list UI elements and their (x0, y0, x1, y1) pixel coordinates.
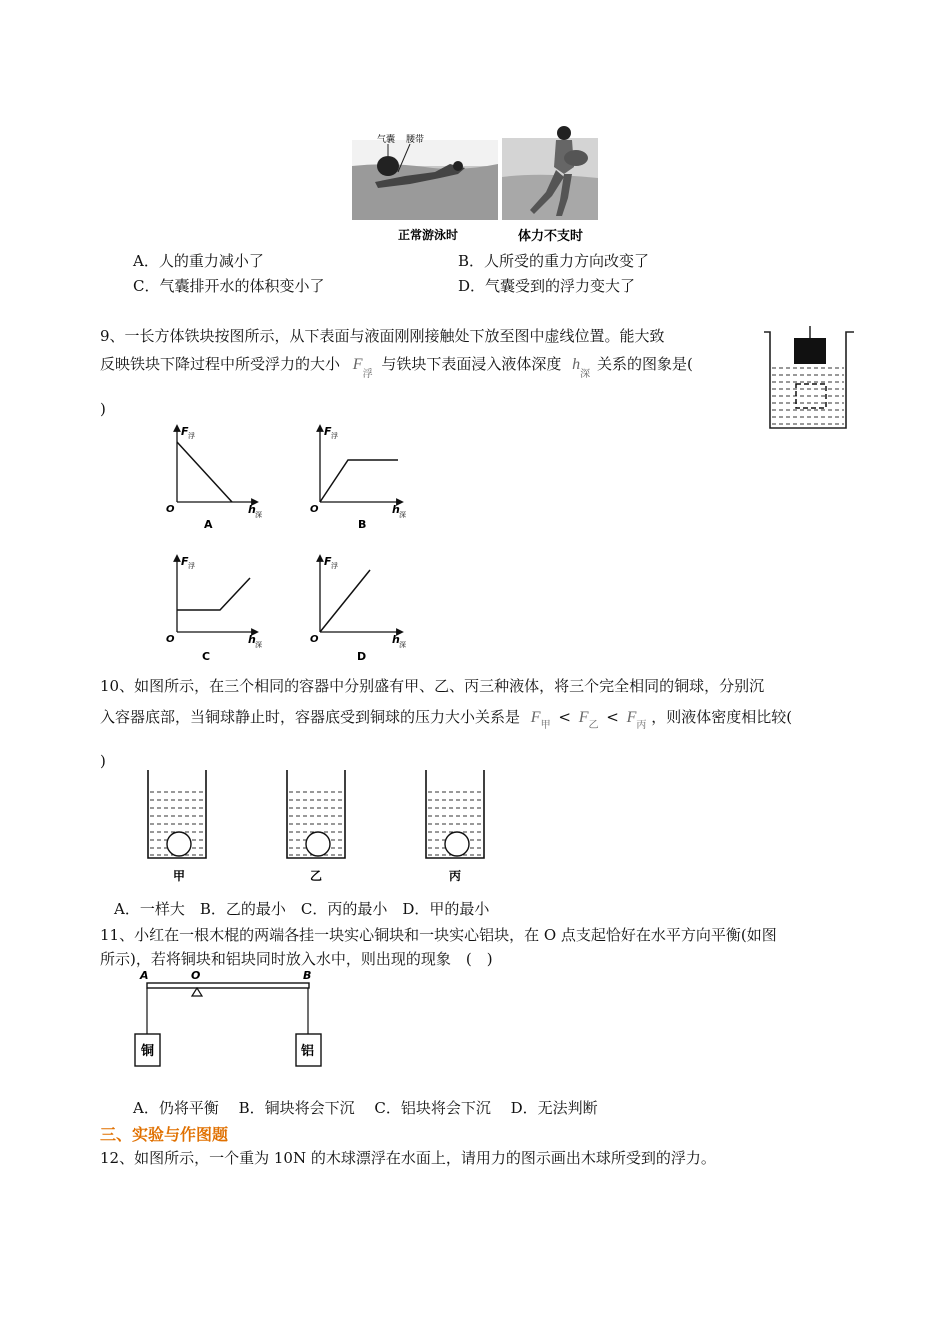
caption-exhausted: 体力不支时 (518, 229, 584, 244)
graph-c (166, 555, 262, 663)
svg-text:铝: 铝 (301, 1044, 315, 1059)
q12-line1: 12、如图所示，一个重为 10N 的木球漂浮在水面上，请用力的图示画出木球所受到的浮力。 (100, 1149, 716, 1167)
q11-options: A．仍将平衡 B．铜块将会下沉 C．铝块将会下沉 D．无法判断 (133, 1099, 598, 1117)
svg-text:h: h (248, 633, 256, 646)
svg-text:h: h (392, 633, 400, 646)
svg-text:甲: 甲 (173, 869, 186, 883)
q9-var-f: F (352, 356, 363, 373)
svg-text:浮: 浮 (188, 432, 195, 440)
q8-option-b: B．人所受的重力方向改变了 (458, 252, 650, 270)
copper-ball (306, 832, 330, 856)
photo-exhausted (502, 126, 598, 220)
q9-var-h: h (572, 356, 581, 373)
swimmer-photos (350, 122, 602, 247)
svg-text:丙: 丙 (449, 869, 462, 883)
svg-text:浮: 浮 (331, 432, 338, 440)
svg-text:O: O (166, 504, 175, 515)
section-3-heading: 三、实验与作图题 (100, 1125, 229, 1144)
svg-text:浮: 浮 (331, 562, 338, 570)
caption-normal: 正常游泳时 (398, 228, 459, 242)
svg-text:h: h (248, 503, 256, 516)
q9-line3: ) (100, 400, 106, 418)
q10-f-jia: F (530, 709, 541, 726)
q10-line1: 10、如图所示，在三个相同的容器中分别盛有甲、乙、丙三种液体，将三个完全相同的铜球，分别沉 (100, 677, 765, 695)
svg-text:F: F (181, 555, 189, 568)
graph-c-letter: C (202, 650, 211, 663)
svg-text:O: O (166, 634, 175, 645)
q9-beaker (758, 326, 858, 432)
iron-block (794, 338, 826, 364)
graph-d (310, 555, 406, 663)
graph-c-curve (177, 578, 250, 610)
q9-graphs (160, 420, 430, 670)
q9-line1: 9、一长方体铁块按图所示，从下表面与液面刚刚接触处下放至图中虚线位置。能大致 (100, 327, 665, 345)
q10-options: A．一样大 B．乙的最小 C．丙的最小 D．甲的最小 (114, 900, 490, 918)
svg-text:深: 深 (255, 511, 262, 519)
q10-lt-2: < (606, 708, 619, 726)
q10-f-yi: F (578, 709, 589, 726)
svg-text:h: h (392, 503, 400, 516)
label-belt: 腰带 (406, 135, 425, 145)
q8-option-c: C．气囊排开水的体积变小了 (133, 277, 325, 295)
fulcrum-o (192, 988, 202, 996)
container-yi (287, 770, 345, 883)
label-airbag: 气囊 (377, 135, 396, 145)
graph-a-letter: A (204, 518, 213, 531)
svg-text:浮: 浮 (188, 562, 195, 570)
q8-option-d: D．气囊受到的浮力变大了 (458, 277, 636, 295)
wooden-stick (147, 983, 309, 988)
q9-line2 (100, 353, 693, 378)
graph-d-letter: D (357, 650, 367, 663)
copper-ball (167, 832, 191, 856)
q9-text-a: 反映铁块下降过程中所受浮力的大小 (100, 355, 341, 373)
q10-line3: ) (100, 752, 106, 770)
svg-text:深: 深 (399, 641, 406, 649)
q11-line2: 所示)，若将铜块和铝块同时放入水中，则出现的现象 ( ) (100, 950, 493, 968)
graph-b-curve (320, 460, 398, 502)
q10-text-a: 入容器底部，当铜球静止时，容器底受到铜球的压力大小关系是 (100, 708, 521, 726)
photo-normal-swimming (352, 133, 498, 220)
container-jia (148, 770, 206, 883)
q11-lever (130, 968, 330, 1072)
svg-text:O: O (310, 634, 319, 645)
q10-containers (140, 768, 500, 888)
graph-b-letter: B (358, 518, 367, 531)
q10-f-bing: F (626, 709, 637, 726)
container-bing (426, 770, 484, 883)
q8-option-a: A．人的重力减小了 (133, 252, 264, 270)
svg-text:O: O (191, 969, 201, 982)
q11-line1: 11、小红在一根木棍的两端各挂一块实心铜块和一块实心铝块，在 O 点支起恰好在水平方向平衡(如图 (100, 926, 777, 944)
svg-text:深: 深 (399, 511, 406, 519)
graph-a (166, 425, 262, 531)
q9-sub-h: 深 (580, 369, 591, 380)
svg-text:F: F (181, 425, 189, 438)
svg-text:A: A (140, 969, 149, 982)
svg-text:乙: 乙 (310, 869, 323, 883)
q9-text-b: 与铁块下表面浸入液体深度 (381, 355, 562, 373)
q10-text-b: ，则液体密度相比较( (651, 708, 793, 726)
q9-text-c: 关系的图象是( (596, 355, 693, 373)
graph-a-curve (177, 442, 232, 502)
q10-line2: 入容器底部，当铜球静止时，容器底受到铜球的压力大小关系是 $F_甲 < F_乙 < F_丙$ ，则液体密度相比较( (100, 708, 793, 731)
svg-text:B: B (303, 969, 312, 982)
svg-text:O: O (310, 504, 319, 515)
graph-d-curve (320, 570, 370, 632)
q10-lt-1: < (558, 708, 571, 726)
svg-text:F: F (324, 555, 332, 568)
copper-ball (445, 832, 469, 856)
svg-text:深: 深 (255, 641, 262, 649)
svg-text:F: F (324, 425, 332, 438)
graph-b (310, 425, 406, 531)
svg-text:铜: 铜 (141, 1044, 155, 1059)
q9-sub-f: 浮 (362, 369, 373, 380)
